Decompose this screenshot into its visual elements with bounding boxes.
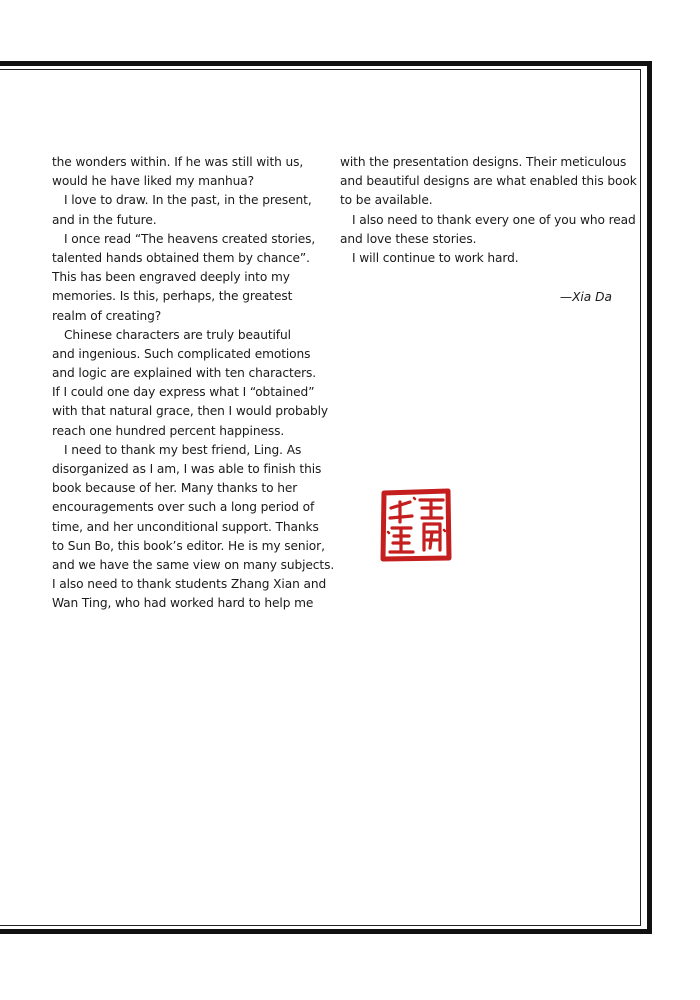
right-column-line: I also need to thank every one of you who read bbox=[352, 212, 636, 227]
left-column-line: realm of creating? bbox=[52, 308, 162, 323]
left-column-line: to Sun Bo, this book’s editor. He is my senior, bbox=[52, 538, 325, 553]
left-column-line: disorganized as I am, I was able to finish this bbox=[52, 462, 322, 476]
left-column-line: talented hands obtained them by chance”. bbox=[52, 250, 310, 265]
left-column-line: Chinese characters are truly beautiful bbox=[64, 327, 291, 342]
right-column-line: and beautiful designs are what enabled this book bbox=[340, 174, 637, 189]
left-text-column bbox=[52, 153, 335, 614]
left-column-line: book because of her. Many thanks to her bbox=[52, 481, 298, 496]
left-column-line: Wan Ting, who had worked hard to help me bbox=[52, 596, 314, 611]
left-column-line: the wonders within. If he was still with us, bbox=[52, 155, 304, 169]
right-column-line: I will continue to work hard. bbox=[352, 250, 519, 265]
left-column-line: with that natural grace, then I would probably bbox=[52, 404, 329, 419]
right-column-line: and love these stories. bbox=[340, 231, 477, 246]
right-text-column bbox=[340, 153, 637, 268]
left-column-line: and we have the same view on many subjects. bbox=[52, 557, 335, 572]
left-column-line: This has been engraved deeply into my bbox=[52, 270, 290, 285]
left-column-line: encouragements over such a long period of bbox=[52, 500, 315, 515]
left-column-line: reach one hundred percent happiness. bbox=[52, 423, 285, 438]
left-column-line: I once read “The heavens created stories, bbox=[64, 231, 316, 246]
left-column-line: and ingenious. Such complicated emotions bbox=[52, 346, 311, 361]
left-column-line: memories. Is this, perhaps, the greatest bbox=[52, 289, 293, 304]
right-column-line: with the presentation designs. Their meticulous bbox=[340, 155, 627, 169]
left-column-line: would he have liked my manhua? bbox=[52, 174, 254, 189]
left-column-line: and logic are explained with ten characters. bbox=[52, 366, 317, 381]
author-signature: —Xia Da bbox=[559, 290, 612, 304]
left-column-line: If I could one day express what I “obtained” bbox=[52, 385, 315, 400]
left-column-line: I also need to thank students Zhang Xian and bbox=[52, 577, 327, 592]
left-column-line: time, and her unconditional support. Thanks bbox=[52, 519, 319, 534]
right-column-line: to be available. bbox=[340, 193, 433, 208]
seal-stamp-icon bbox=[380, 488, 452, 562]
left-column-line: I love to draw. In the past, in the present, bbox=[64, 193, 312, 208]
left-column-line: I need to thank my best friend, Ling. As bbox=[64, 442, 302, 457]
left-column-line: and in the future. bbox=[52, 212, 157, 227]
